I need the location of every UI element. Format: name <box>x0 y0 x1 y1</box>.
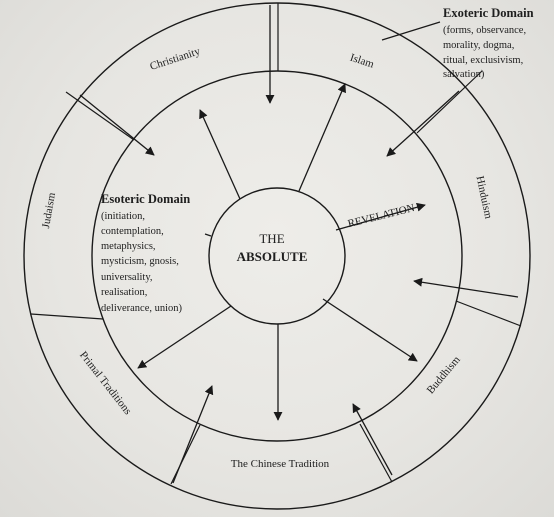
divider-islam-hinduism <box>417 71 482 133</box>
divider-hinduism-buddhism <box>456 301 521 326</box>
esoteric-line: deliverance, union) <box>101 303 183 314</box>
divider-primal-judaism <box>31 314 103 319</box>
esoteric-leader-line <box>205 234 211 236</box>
esoteric-line: mysticism, gnosis, <box>101 256 179 267</box>
esoteric-title: Esoteric Domain <box>101 192 191 206</box>
tradition-chinese: The Chinese Tradition <box>230 458 330 470</box>
esoteric-domain-label <box>101 192 190 314</box>
tradition-primal: Primal Traditions <box>77 349 134 418</box>
tradition-buddhism: Buddhism <box>424 353 463 397</box>
arrow-to-primal <box>138 306 231 368</box>
revelation-label: REVELATION <box>346 201 416 231</box>
tradition-judaism: Judaism <box>40 191 59 230</box>
arrow-into-islam-right <box>387 91 459 156</box>
divider-judaism-christianity <box>66 92 134 140</box>
esoteric-line: universality, <box>101 272 153 283</box>
exoteric-line: morality, dogma, <box>443 40 515 51</box>
arrow-into-chinese <box>173 386 212 483</box>
exoteric-leader-line <box>382 22 440 40</box>
esoteric-line: (initiation, <box>101 211 146 222</box>
arrow-into-christianity <box>80 95 154 155</box>
exoteric-domain-label <box>443 6 534 80</box>
esoteric-line: metaphysics, <box>101 241 156 252</box>
esoteric-line: realisation, <box>101 287 148 298</box>
divider-buddhism-chinese <box>360 424 392 482</box>
exoteric-title: Exoteric Domain <box>443 6 534 20</box>
exoteric-line: (forms, observance, <box>443 25 527 36</box>
exoteric-line: ritual, exclusivism, <box>443 55 524 66</box>
exoteric-line: salvation) <box>443 69 485 80</box>
arrow-to-buddhism <box>323 299 417 361</box>
absolute-label-line1: THE <box>259 231 285 246</box>
arrow-to-islam <box>299 84 345 191</box>
divider-chinese-primal <box>171 425 200 484</box>
arrow-into-hinduism <box>414 281 518 297</box>
tradition-christianity: Christianity <box>148 45 202 73</box>
absolute-label-line2: ABSOLUTE <box>236 249 308 264</box>
tradition-hinduism: Hinduism <box>473 174 495 220</box>
esoteric-line: contemplation, <box>101 226 164 237</box>
tradition-islam: Islam <box>348 51 376 71</box>
arrow-to-christianity <box>200 110 240 199</box>
